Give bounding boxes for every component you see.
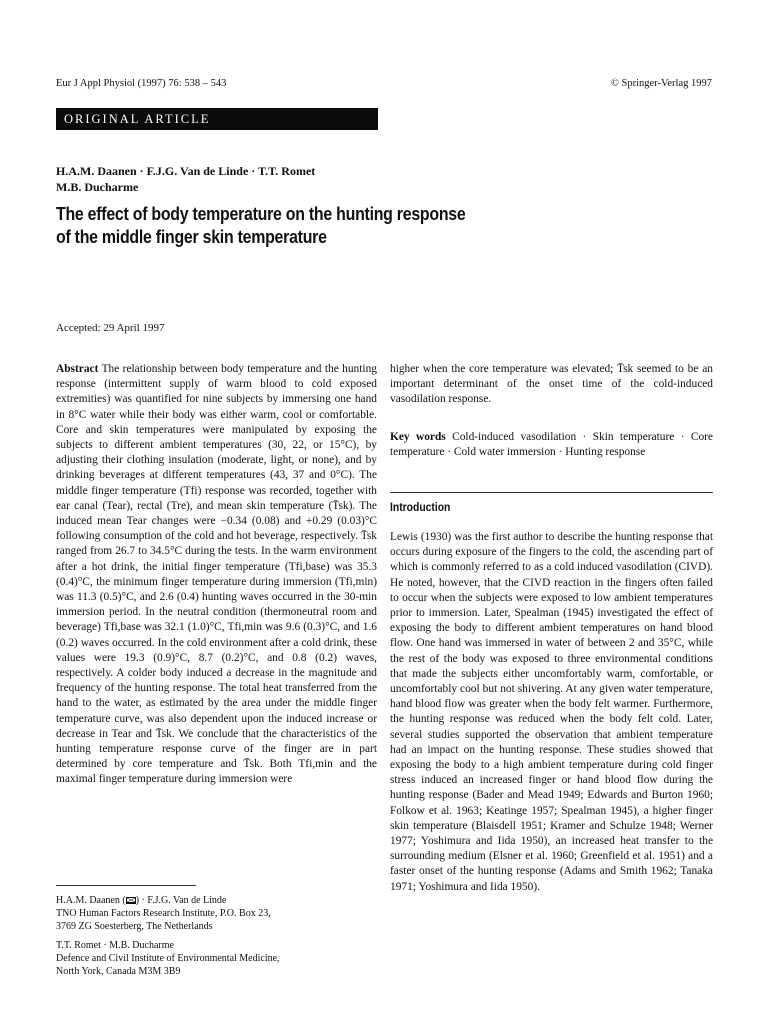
abstract-column [56, 362, 377, 788]
abstract-continuation: higher when the core temperature was elevated; T̄sk seemed to be an important determinant of the onset time of the cold-induced vasodilation response. [390, 363, 713, 406]
footnote-divider [56, 885, 196, 886]
article-title [56, 202, 606, 248]
affiliation-2-line-2: Defence and Civil Institute of Environmental Medicine, [56, 953, 280, 964]
author-list [56, 163, 315, 195]
abstract-paragraph [56, 362, 377, 788]
affiliation-1-names-b: ) · F.J.G. Van de Linde [135, 895, 227, 906]
title-line-1: The effect of body temperature on the hunting response [56, 203, 466, 224]
introduction-text: Lewis (1930) was the first author to describe the hunting response that occurs during exposure of the fingers to the cold, the ascending part of which is commonly referred to as a cold induced vasodilation (CIVD). He noted, however, that the CIVD reaction in the fingers often failed to occur when the subjects were exposed to low ambient temperatures prior to immersion. Later, Spealman (1945) investigated the effect of exposing the body to different ambient temperatures on hand blood flow. One hand was immersed in water of between 2 and 35°C, while the rest of the body was exposed to three environmental conditions that made the subjects either uncomfortably warm, comfortable, or uncomfortably cool but not shivering. At any given water temperature, hand blood flow was greater when the body felt warmer. Furthermore, the hunting response was reduced when the body felt cold. Later, several studies supported the observation that ambient temperature had an impact on the hunting response. These studies showed that exposing the body to a high ambient temperature during cold finger stress induced an increased finger or hand blood flow during the hunting response (Bader and Mead 1949; Edwards and Burton 1960; Folkow et al. 1963; Keatinge 1957; Spealman 1945), a higher finger skin temperature (Blaisdell 1951; Kramer and Schulze 1948; Werner 1977; Yoshimura and Iida 1950), an increased heat transfer to the surrounding medium (Elsner et al. 1960; Greenfield et al. 1951) and a faster onset of the hunting response (Adams and Smith 1962; Tanaka 1971; Yoshimura and Iida 1950). [390, 531, 713, 893]
accepted-date: Accepted: 29 April 1997 [56, 322, 165, 334]
journal-citation: Eur J Appl Physiol (1997) 76: 538 – 543 [56, 78, 227, 89]
affiliation-1-line-3: 3769 ZG Soesterberg, The Netherlands [56, 921, 213, 932]
affiliation-2-line-3: North York, Canada M3M 3B9 [56, 966, 181, 977]
envelope-icon [126, 897, 136, 904]
title-line-2: of the middle finger skin temperature [56, 226, 327, 247]
affiliation-block-1 [56, 894, 376, 933]
keywords-label: Key words [390, 430, 446, 443]
right-column-top [390, 362, 713, 460]
affiliation-2-line-1: T.T. Romet · M.B. Ducharme [56, 940, 174, 951]
affiliation-1-line-2: TNO Human Factors Research Institute, P.O. Box 23, [56, 908, 271, 919]
article-type-banner: ORIGINAL ARTICLE [56, 108, 378, 130]
authors-line-2: M.B. Ducharme [56, 180, 139, 194]
introduction-divider [390, 492, 713, 493]
copyright-notice: © Springer-Verlag 1997 [610, 78, 712, 89]
introduction-body [390, 530, 713, 895]
affiliation-1-names [56, 894, 376, 907]
introduction-heading: Introduction [390, 502, 451, 514]
affiliation-block-2 [56, 939, 376, 978]
abstract-label: Abstract [56, 363, 99, 375]
authors-line-1: H.A.M. Daanen · F.J.G. Van de Linde · T.T. Romet [56, 164, 316, 178]
keywords-text: Cold-induced vasodilation · Skin temperature · Core temperature · Cold water immersion · Hunting response [390, 430, 713, 458]
affiliation-1-names-a: H.A.M. Daanen ( [56, 895, 126, 906]
abstract-text: The relationship between body temperature and the hunting response (intermittent supply of warm blood to cold exposed extremities) was quantified for nine subjects by immersing one hand in 8°C water while their body was either warm, cool or comfortable. Core and skin temperatures were manipulated by exposing the subjects to different ambient temperatures (30, 22, or 15°C), by adjusting their clothing insulation (moderate, light, or none), and by drinking beverages at different temperatures (43, 37 and 0°C). The middle finger temperature (Tfi) response was recorded, together with ear canal (Tear), rectal (Tre), and mean skin temperature (T̄sk). The induced mean Tear changes were −0.34 (0.08) and +0.29 (0.03)°C following consumption of the cold and hot beverage, respectively. T̄sk ranged from 26.7 to 34.5°C during the tests. In the warm environment after a hot drink, the initial finger temperature (Tfi,base) was 35.3 (0.4)°C, the minimum finger temperature during immersion (Tfi,min) was 11.3 (0.5)°C, and 2.6 (0.4) hunting waves occurred in the 30-min immersion period. In the neutral condition (thermoneutral room and beverage) Tfi,base was 32.1 (1.0)°C, Tfi,min was 9.6 (0.3)°C, and 1.6 (0.2) waves occurred. In the cold environment after a cold drink, these values were 19.3 (0.9)°C, 8.7 (0.2)°C, and 0.8 (0.2) waves, respectively. A colder body induced a decrease in the magnitude and frequency of the hunting response. The total heat transferred from the hand to the water, as estimated by the area under the middle finger temperature curve, was also dependent upon the induced increase or decrease in Tear and T̄sk. We conclude that the characteristics of the hunting temperature response curve of the finger are in part determined by core temperature and T̄sk. Both Tfi,min and the maximal finger temperature during immersion were [56, 363, 377, 786]
author-affiliations [56, 894, 376, 984]
keywords-paragraph [390, 430, 713, 460]
